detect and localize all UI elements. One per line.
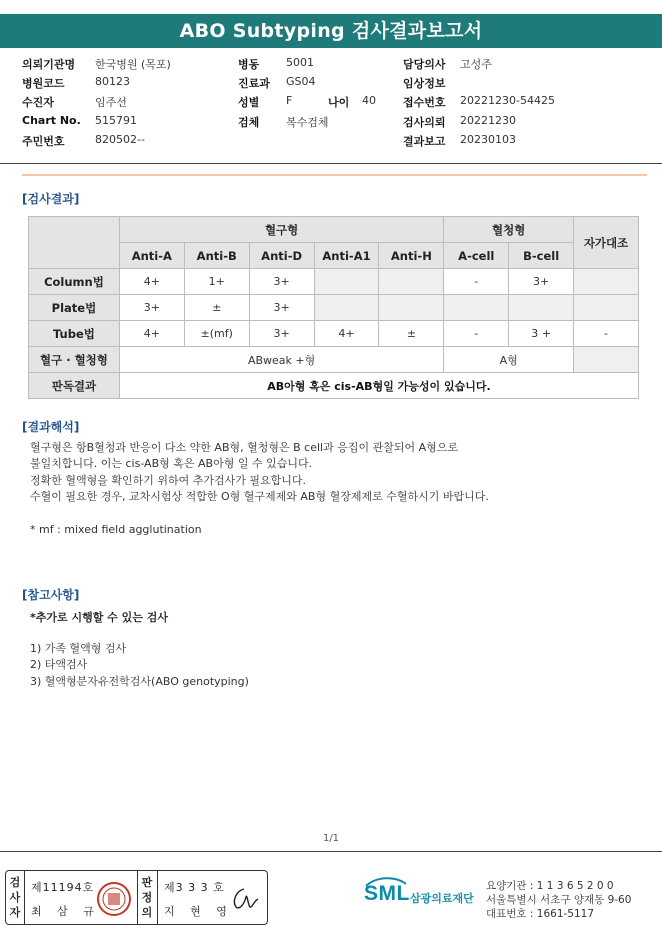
column-header: A-cell [444, 243, 509, 269]
table-cell: 3+ [249, 321, 314, 347]
divider-line [157, 871, 158, 924]
info-value: GS04 [286, 75, 316, 88]
table-corner [29, 217, 120, 269]
footnote: * mf : mixed field agglutination [30, 523, 202, 536]
info-value: 20221230-54425 [460, 94, 555, 107]
row-header: Tube법 [29, 321, 120, 347]
interpretation-heading: [결과해석] [22, 420, 80, 434]
table-cell: - [574, 321, 639, 347]
column-header: Anti-B [184, 243, 249, 269]
info-value: 복수검체 [286, 116, 329, 129]
row-header: Plate법 [29, 295, 120, 321]
interpretation-text [30, 440, 489, 505]
info-label: 검사의뢰 [403, 116, 446, 129]
table-cell [314, 269, 379, 295]
table-cell [379, 269, 444, 295]
info-label: 임상정보 [403, 77, 446, 90]
table-cell [314, 295, 379, 321]
table-row [29, 347, 639, 373]
age-label: 나이 [328, 96, 350, 109]
interpretation-line: 수혈이 필요한 경우, 교차시험상 적합한 O형 혈구제제와 AB형 혈장제제로 수혈하시기 바랍니다. [30, 489, 489, 503]
info-value: 80123 [95, 75, 130, 88]
info-value: 20230103 [460, 133, 516, 146]
institution-info [486, 879, 631, 921]
table-cell: 4+ [119, 321, 184, 347]
interpretation-line: 불일치합니다. 이는 cis-AB형 혹은 AB아형 일 수 있습니다. [30, 457, 313, 471]
table-cell: 3+ [119, 295, 184, 321]
table-cell [379, 295, 444, 321]
interpretation-line: 정확한 혈액형을 확인하기 위하여 추가검사가 필요합니다. [30, 473, 307, 487]
table-cell [509, 295, 574, 321]
vertical-label-text: 검사자 [9, 876, 21, 919]
results-table [28, 216, 639, 399]
table-cell: 3+ [249, 269, 314, 295]
inspector-label [8, 875, 22, 920]
org-name: 삼광의료재단 [410, 892, 474, 905]
list-item: 1) 가족 혈액형 검사 [30, 642, 127, 655]
info-value: 한국병원 (목포) [95, 58, 171, 71]
inspector-name: 최 삼 규 [31, 905, 100, 918]
table-cell: 4+ [314, 321, 379, 347]
logo-text: SML [364, 882, 410, 905]
table-cell [574, 347, 639, 373]
table-cell: 4+ [119, 269, 184, 295]
info-label: Chart No. [22, 114, 81, 127]
autocontrol-header: 자가대조 [574, 217, 639, 269]
table-cell: ±(mf) [184, 321, 249, 347]
vertical-label-text: 판정의 [141, 876, 153, 919]
table-cell: ± [184, 295, 249, 321]
group-header-rbc: 혈구형 [119, 217, 443, 243]
info-value: 5001 [286, 56, 314, 69]
info-label: 수진자 [22, 96, 54, 109]
approver-name: 지 현 영 [164, 905, 233, 918]
column-header: Anti-D [249, 243, 314, 269]
row-header: Column법 [29, 269, 120, 295]
info-label: 검체 [238, 116, 260, 129]
info-label: 담당의사 [403, 58, 446, 71]
footer-divider [0, 851, 662, 852]
report-title: ABO Subtyping 검사결과보고서 [0, 14, 662, 48]
table-cell: 3+ [249, 295, 314, 321]
column-header: Anti-A [119, 243, 184, 269]
info-label: 주민번호 [22, 135, 65, 148]
institution-phone: 대표번호 : 1661-5117 [486, 908, 595, 920]
references-heading: [참고사항] [22, 588, 80, 602]
list-item: 2) 타액검사 [30, 658, 88, 672]
row-header: 판독결과 [29, 373, 120, 399]
serum-type-cell: A형 [444, 347, 574, 373]
info-label: 진료과 [238, 77, 270, 90]
section-divider [22, 174, 647, 176]
info-label: 병원코드 [22, 77, 65, 90]
age-value: 40 [362, 94, 376, 107]
info-label: 접수번호 [403, 96, 446, 109]
info-value: 고성주 [460, 58, 492, 71]
table-row [29, 269, 639, 295]
info-value: 20221230 [460, 114, 516, 127]
divider-line [24, 871, 25, 924]
header-divider [0, 163, 662, 164]
signature-icon [226, 883, 262, 913]
interpretation-line: 혈구형은 항B혈청과 반응이 다소 약한 AB형, 혈청형은 B cell과 응집이 관찰되어 A형으로 [30, 441, 458, 454]
approver-label [140, 875, 154, 920]
table-cell [444, 295, 509, 321]
page-number: 1/1 [322, 833, 340, 844]
inspector-license: 제11194호 [31, 881, 95, 894]
column-header: Anti-H [379, 243, 444, 269]
table-cell: 1+ [184, 269, 249, 295]
verdict-cell: AB아형 혹은 cis-AB형일 가능성이 있습니다. [119, 373, 638, 399]
table-cell [574, 269, 639, 295]
table-row [29, 295, 639, 321]
table-cell: ± [379, 321, 444, 347]
group-header-serum: 혈청형 [444, 217, 574, 243]
table-row [29, 321, 639, 347]
seal-icon [95, 880, 133, 918]
rbc-type-cell: ABweak +형 [119, 347, 443, 373]
info-value: F [286, 94, 293, 107]
approver-license: 제3 3 3 호 [164, 881, 225, 894]
references-subheading: *추가로 시행할 수 있는 검사 [30, 611, 168, 624]
table-cell: - [444, 269, 509, 295]
info-label: 결과보고 [403, 135, 446, 148]
column-header: Anti-A1 [314, 243, 379, 269]
info-label: 의뢰기관명 [22, 58, 76, 71]
list-item: 3) 혈액형분자유전학검사(ABO genotyping) [30, 674, 249, 688]
institution-code: 요양기관 : 1 1 3 6 5 2 0 0 [486, 880, 614, 892]
table-cell [574, 295, 639, 321]
references-list [30, 641, 249, 690]
results-heading: [검사결과] [22, 192, 80, 206]
info-label: 병동 [238, 58, 260, 71]
divider-line [137, 871, 138, 924]
info-value: 515791 [95, 114, 137, 127]
column-header: B-cell [509, 243, 574, 269]
info-value: 820502-- [95, 133, 145, 146]
table-cell: 3+ [509, 269, 574, 295]
table-cell: - [444, 321, 509, 347]
info-label: 성별 [238, 96, 260, 109]
info-value: 임주선 [95, 96, 127, 109]
table-row [29, 373, 639, 399]
institution-address: 서울특별시 서초구 양재동 9-60 [486, 894, 632, 906]
table-cell: 3 + [509, 321, 574, 347]
signature-box [5, 870, 268, 925]
row-header: 혈구 · 혈청형 [29, 347, 120, 373]
